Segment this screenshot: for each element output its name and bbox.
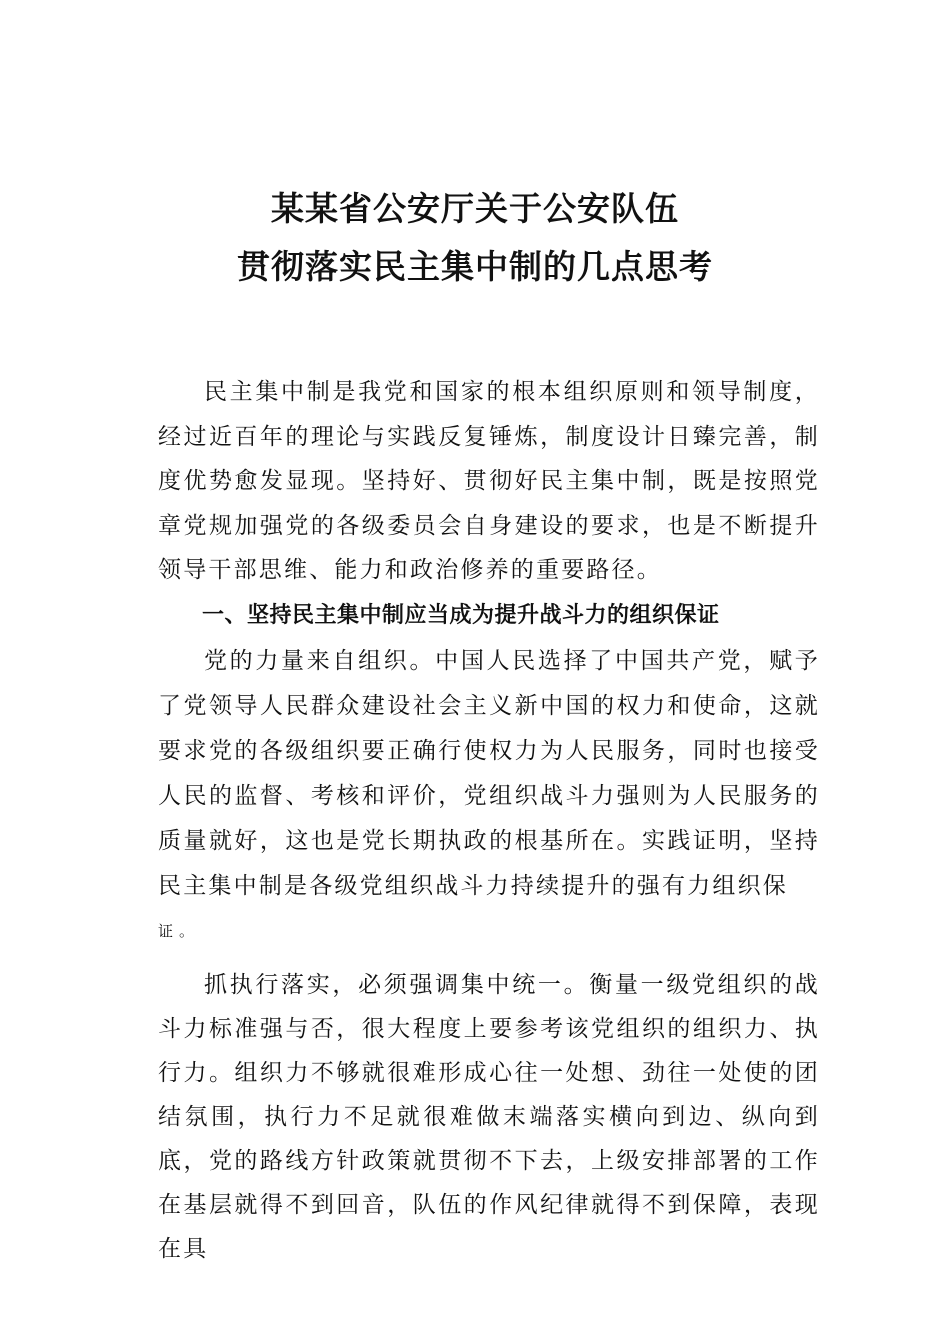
document-body [158, 370, 820, 1271]
paragraph-section1-a [158, 639, 820, 909]
paragraph-section1-a-text: 党的力量来自组织。中国人民选择了中国共产党，赋予了党领导人民群众建设社会主义新中国的权力和使命，这就要求党的各级组织要正确行使权力为人民服务，同时也接受人民的监督、考核和评价，党组织战斗力强则为人民服务的质量就好，这也是党长期执政的根基所在。实践证明，坚持民主集中制是各级党组织战斗力持续提升的强有力组织保 [158, 647, 820, 899]
paragraph-section1-a-end [158, 909, 820, 951]
title-line-2: 贯彻落实民主集中制的几点思考 [237, 247, 713, 286]
paragraph-intro: 民主集中制是我党和国家的根本组织原则和领导制度，经过近百年的理论与实践反复锤炼，制度设计日臻完善，制度优势愈发显现。坚持好、贯彻好民主集中制，既是按照党章党规加强党的各级委员会自身建设的要求，也是不断提升领导干部思维、能力和政治修养的重要路径。 [158, 379, 820, 583]
section-heading-1: 一、坚持民主集中制应当成为提升战斗力的组织保证 [202, 602, 720, 628]
document-title [0, 180, 950, 296]
paragraph-end-fragment: 证。 [158, 921, 201, 940]
paragraph-section1-b: 抓执行落实，必须强调集中统一。衡量一级党组织的战斗力标准强与否，很大程度上要参考该党组织的组织力、执行力。组织力不够就很难形成心往一处想、劲往一处使的团结氛围，执行力不足就很难做末端落实横向到边、纵向到底，党的路线方针政策就贯彻不下去，上级安排部署的工作在基层就得不到回音，队伍的作风纪律就得不到保障，表现在具 [158, 971, 820, 1262]
title-line-1: 某某省公安厅关于公安队伍 [271, 189, 679, 228]
